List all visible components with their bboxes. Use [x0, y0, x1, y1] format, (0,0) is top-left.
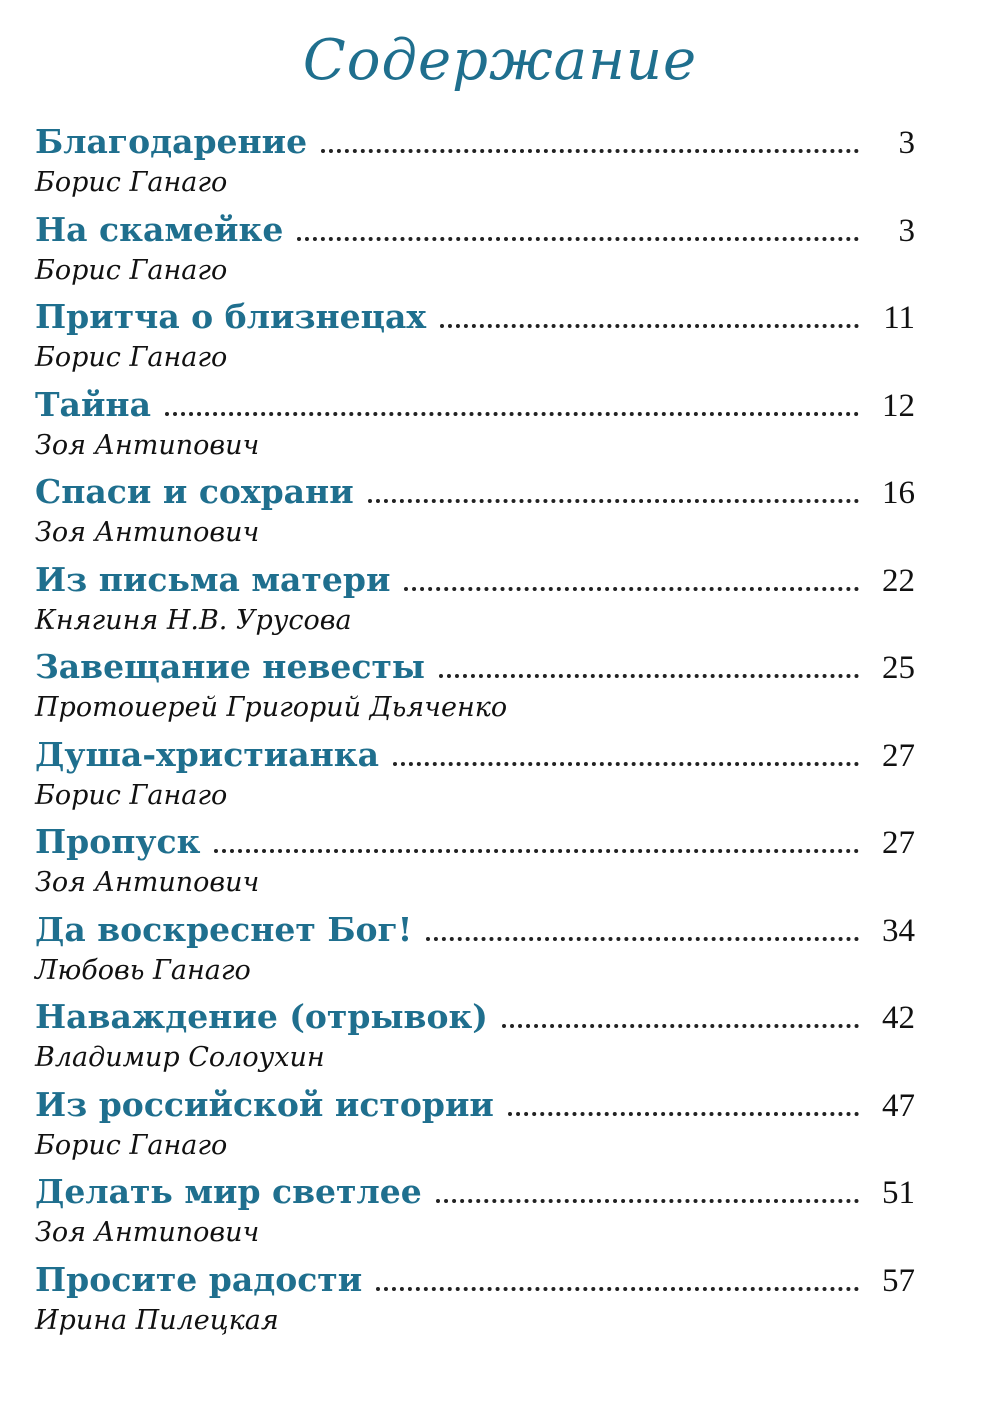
entry-title: Завещание невесты	[35, 647, 426, 686]
toc-entry	[35, 1085, 915, 1173]
entry-author: Зоя Антипович	[35, 429, 260, 461]
entry-author: Любовь Ганаго	[35, 954, 251, 986]
dot-leader	[321, 149, 859, 153]
dot-leader	[297, 237, 859, 241]
toc-entry	[35, 1260, 915, 1348]
page-number: 47	[882, 1087, 915, 1124]
page-number: 27	[882, 737, 915, 774]
toc-entry	[35, 472, 915, 560]
page-number: 12	[882, 387, 915, 424]
entry-title: На скамейке	[35, 209, 284, 249]
entry-author: Протоиерей Григорий Дьяченко	[35, 692, 508, 723]
entry-title: Тайна	[35, 384, 151, 424]
entry-author: Ирина Пилецкая	[35, 1304, 279, 1336]
dot-leader	[368, 499, 859, 503]
dot-leader	[165, 412, 859, 416]
entry-author: Борис Ганаго	[35, 779, 228, 811]
entry-title: Душа-христианка	[35, 734, 380, 774]
entry-author: Зоя Антипович	[35, 867, 260, 898]
toc-entry	[35, 210, 915, 298]
page-number: 34	[882, 912, 915, 949]
toc-entry	[35, 997, 915, 1085]
entry-author: Зоя Антипович	[35, 1217, 260, 1248]
entry-title: Делать мир светлее	[35, 1172, 422, 1211]
dot-leader	[508, 1112, 859, 1116]
toc-entry	[35, 647, 915, 735]
dot-leader	[393, 762, 859, 766]
entry-title: Благодарение	[35, 122, 308, 161]
dot-leader	[502, 1024, 859, 1028]
entry-title: Из российской истории	[35, 1084, 494, 1124]
page-number: 57	[882, 1262, 915, 1299]
entry-title: Да воскреснет Бог!	[35, 909, 413, 949]
page-title: Содержание	[302, 28, 698, 93]
entry-author: Борис Ганаго	[35, 342, 228, 373]
dot-leader	[436, 1199, 859, 1203]
toc-entry	[35, 297, 915, 385]
page-number: 42	[882, 1000, 915, 1036]
entry-author: Княгиня Н.В. Урусова	[35, 604, 352, 636]
toc-entry	[35, 122, 915, 210]
dot-leader	[214, 849, 859, 853]
entry-title: Притча о близнецах	[35, 297, 427, 336]
toc-entry	[35, 822, 915, 910]
dot-leader	[426, 937, 859, 941]
toc-entry	[35, 910, 915, 998]
toc-entry	[35, 735, 915, 823]
entry-title: Из письма матери	[35, 559, 391, 599]
toc-entry	[35, 1172, 915, 1260]
entry-title: Наваждение (отрывок)	[35, 997, 488, 1036]
entry-title: Спаси и сохрани	[35, 472, 354, 511]
toc-entry	[35, 560, 915, 648]
entry-title: Пропуск	[35, 822, 201, 861]
entry-author: Борис Ганаго	[35, 167, 228, 198]
page-number: 3	[898, 212, 915, 249]
dot-leader	[404, 587, 859, 591]
dot-leader	[440, 324, 859, 328]
dot-leader	[439, 674, 859, 678]
page-number: 3	[898, 125, 915, 161]
page-number: 22	[882, 562, 915, 599]
page-number: 51	[882, 1175, 915, 1211]
entry-title: Просите радости	[35, 1259, 363, 1299]
toc-entry	[35, 385, 915, 473]
page-number: 25	[882, 650, 915, 686]
entry-author: Борис Ганаго	[35, 254, 228, 286]
dot-leader	[376, 1287, 859, 1291]
page-number: 11	[883, 300, 915, 336]
table-of-contents	[35, 122, 915, 1347]
page-number: 27	[882, 825, 915, 861]
entry-author: Зоя Антипович	[35, 517, 260, 548]
page-number: 16	[882, 475, 915, 511]
entry-author: Борис Ганаго	[35, 1129, 228, 1161]
entry-author: Владимир Солоухин	[35, 1042, 325, 1073]
